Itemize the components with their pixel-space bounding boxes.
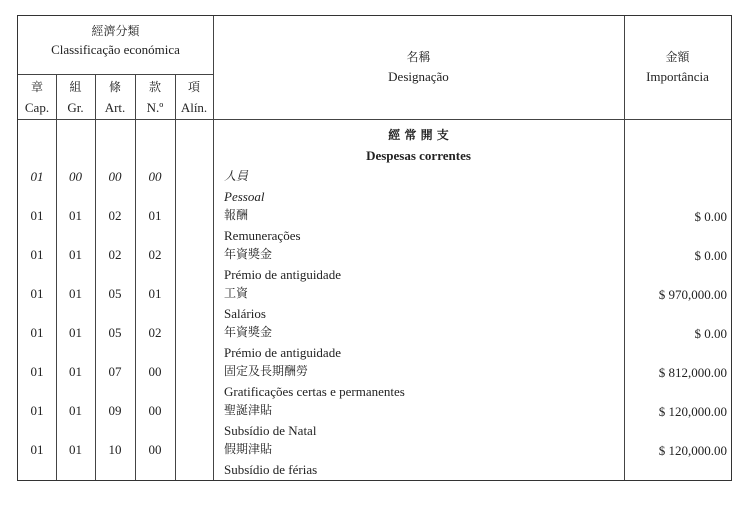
col-divider	[135, 74, 136, 480]
column-header-pt: Cap.	[24, 100, 50, 115]
code-cap: 01	[30, 325, 44, 340]
section-title-zh: 經 常 開 支	[388, 128, 449, 142]
code-gr: 01	[69, 325, 82, 340]
column-header-zh: 章	[30, 80, 43, 94]
header-divider	[18, 74, 213, 75]
designation-title-pt: Designação	[388, 69, 449, 84]
designation-pt: Remunerações	[224, 228, 301, 243]
code-art: 07	[108, 364, 122, 379]
code-art: 05	[108, 325, 122, 340]
budget-table	[17, 15, 732, 481]
designation-zh: 工資	[224, 286, 249, 300]
designation-zh: 報酬	[224, 208, 249, 222]
amount-value: $ 0.00	[694, 326, 727, 341]
code-gr: 01	[69, 247, 82, 262]
column-header-pt: Alín.	[180, 100, 208, 115]
code-n: 01	[148, 286, 162, 301]
designation-pt: Prémio de antiguidade	[224, 267, 341, 282]
col-divider	[95, 74, 96, 480]
column-header-zh: 條	[108, 80, 121, 94]
column-header-pt: N.º	[146, 100, 164, 115]
designation-pt: Subsídio de Natal	[224, 423, 317, 438]
column-header	[56, 80, 95, 115]
column-header-zh: 款	[148, 80, 161, 94]
designation-pt: Pessoal	[224, 189, 265, 204]
code-gr: 01	[69, 286, 82, 301]
amount-value: $ 0.00	[694, 248, 727, 263]
code-gr: 01	[69, 403, 82, 418]
code-n: 02	[148, 325, 162, 340]
code-n: 00	[148, 364, 162, 379]
code-cap: 01	[30, 286, 44, 301]
code-n: 00	[148, 403, 162, 418]
col-divider	[175, 74, 176, 480]
designation-zh: 假期津貼	[224, 442, 273, 456]
designation-zh: 人員	[224, 169, 249, 183]
code-gr: 01	[69, 364, 82, 379]
amount-value: $ 120,000.00	[658, 443, 727, 458]
designation-pt: Gratificações certas e permanentes	[224, 384, 405, 399]
designation-zh: 固定及長期酬勞	[224, 364, 309, 378]
classification-title-zh: 經濟分類	[91, 24, 140, 38]
code-cap: 01	[30, 442, 44, 457]
column-header-pt: Art.	[104, 100, 126, 115]
amount-title-zh: 金額	[665, 50, 690, 64]
designation-title-zh: 名稱	[406, 50, 431, 64]
column-header	[135, 80, 175, 115]
amount-value: $ 0.00	[694, 209, 727, 224]
column-header	[18, 80, 56, 115]
section-title-pt: Despesas correntes	[366, 148, 471, 163]
amount-value: $ 812,000.00	[658, 365, 727, 380]
code-n: 02	[148, 247, 162, 262]
designation-pt: Salários	[224, 306, 266, 321]
column-header-pt: Gr.	[67, 100, 84, 115]
classification-title-pt: Classificação económica	[51, 42, 180, 57]
designation-zh: 年資獎金	[224, 325, 273, 339]
code-art: 00	[108, 169, 122, 184]
column-header	[175, 80, 213, 115]
code-art: 09	[108, 403, 122, 418]
code-art: 05	[108, 286, 122, 301]
code-art: 10	[108, 442, 122, 457]
amount-value: $ 120,000.00	[658, 404, 727, 419]
code-n: 00	[148, 169, 162, 184]
code-cap: 01	[30, 247, 44, 262]
amount-title-pt: Importância	[646, 69, 709, 84]
header-divider	[18, 119, 731, 120]
column-header	[95, 80, 135, 115]
code-art: 02	[108, 247, 122, 262]
code-cap: 01	[30, 364, 44, 379]
code-gr: 01	[69, 208, 82, 223]
code-gr: 00	[69, 169, 82, 184]
code-cap: 01	[30, 169, 44, 184]
col-divider	[56, 74, 57, 480]
column-header-zh: 項	[187, 80, 200, 94]
designation-zh: 聖誕津貼	[224, 403, 273, 417]
code-n: 00	[148, 442, 162, 457]
code-cap: 01	[30, 403, 44, 418]
designation-zh: 年資獎金	[224, 247, 273, 261]
code-art: 02	[108, 208, 122, 223]
designation-pt: Prémio de antiguidade	[224, 345, 341, 360]
column-header-zh: 組	[69, 80, 82, 94]
code-gr: 01	[69, 442, 82, 457]
designation-pt: Subsídio de férias	[224, 462, 318, 477]
code-n: 01	[148, 208, 162, 223]
col-divider	[213, 16, 214, 480]
amount-value: $ 970,000.00	[658, 287, 727, 302]
code-cap: 01	[30, 208, 44, 223]
